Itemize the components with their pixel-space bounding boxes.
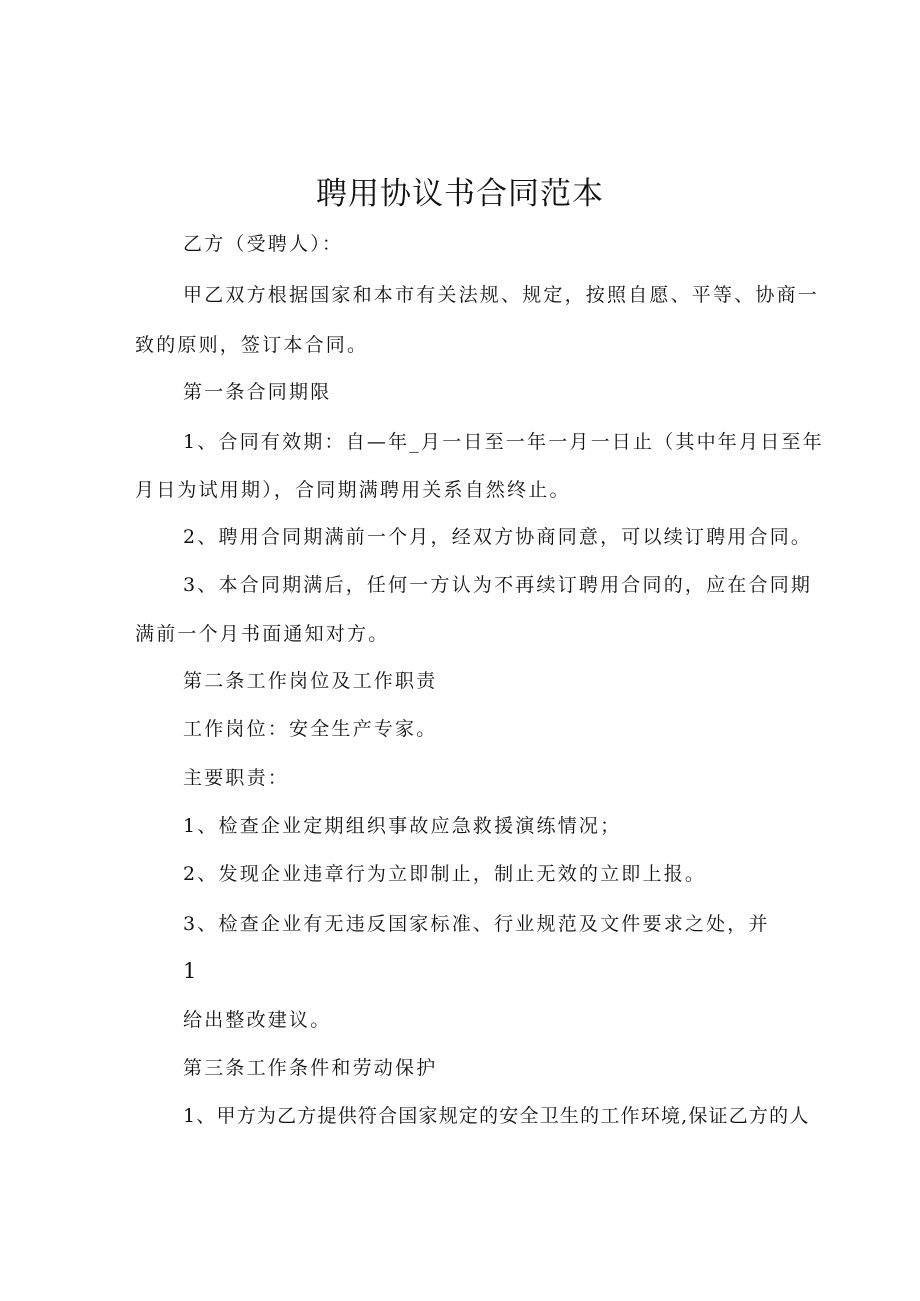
article-2-heading: 第二条工作岗位及工作职责 bbox=[183, 670, 438, 692]
paragraph-intro-line-2: 致的原则，签订本合同。 bbox=[135, 334, 369, 356]
duty-item-3-line-1: 3、检查企业有无违反国家标准、行业规范及文件要求之处，并 bbox=[183, 913, 770, 935]
article-1-item-2: 2、聘用合同期满前一个月，经双方协商同意，可以续订聘用合同。 bbox=[183, 526, 813, 548]
main-duties-label: 主要职责： bbox=[183, 767, 290, 789]
article-1-heading: 第一条合同期限 bbox=[183, 381, 332, 403]
paragraph-intro-line-1: 甲乙双方根据国家和本市有关法规、规定，按照自愿、平等、协商一 bbox=[183, 284, 820, 306]
job-position: 工作岗位：安全生产专家。 bbox=[183, 718, 438, 740]
article-3-item-1-line-1: 1、甲方为乙方提供符合国家规定的安全卫生的工作环境,保证乙方的人 bbox=[183, 1105, 810, 1127]
article-1-item-3-line-1: 3、本合同期满后，任何一方认为不再续订聘用合同的，应在合同期 bbox=[183, 574, 813, 596]
duty-item-2: 2、发现企业违章行为立即制止，制止无效的立即上报。 bbox=[183, 863, 707, 885]
duty-item-3-line-2: 给出整改建议。 bbox=[183, 1009, 332, 1031]
duty-item-1: 1、检查企业定期组织事故应急救援演练情况； bbox=[183, 815, 622, 837]
article-1-item-1-line-1: 1、合同有效期：自—年_月一日至一年一月一日止（其中年月日至年 bbox=[183, 431, 824, 453]
page-number: 1 bbox=[183, 959, 197, 983]
article-3-heading: 第三条工作条件和劳动保护 bbox=[183, 1057, 438, 1079]
party-b-label: 乙方（受聘人）： bbox=[183, 233, 344, 255]
document-title: 聘用协议书合同范本 bbox=[316, 176, 604, 212]
article-1-item-3-line-2: 满前一个月书面通知对方。 bbox=[135, 623, 390, 645]
article-1-item-1-line-2: 月日为试用期），合同期满聘用关系自然终止。 bbox=[135, 479, 571, 501]
